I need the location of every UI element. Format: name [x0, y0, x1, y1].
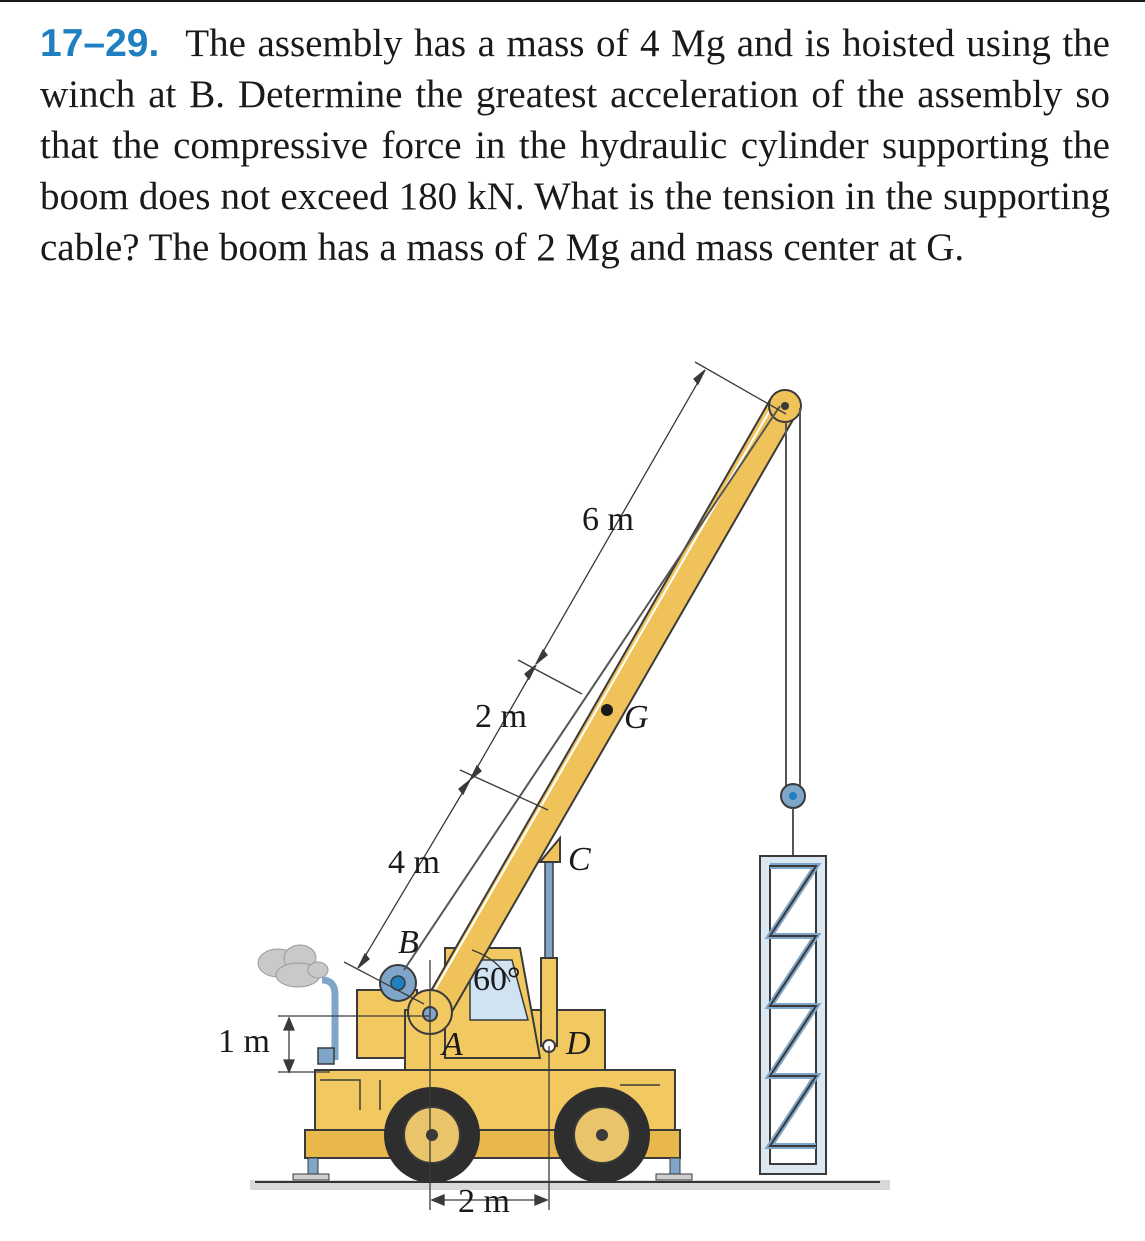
- outrigger-left-pad: [293, 1174, 329, 1180]
- boom-head-pin: [781, 402, 789, 410]
- outrigger-right: [670, 1158, 680, 1174]
- cable-winch-to-head: [404, 406, 780, 970]
- hoisted-assembly: [760, 856, 826, 1174]
- hydraulic-cylinder-barrel: [541, 958, 557, 1046]
- wheel-front: [554, 1087, 650, 1183]
- pulley-pin: [789, 792, 797, 800]
- hydraulic-cylinder-rod: [545, 862, 553, 962]
- dim-2m-boom-label: 2 m: [475, 698, 527, 735]
- wheel-rear: [384, 1087, 480, 1183]
- mass-center-g: [601, 704, 613, 716]
- dim-1m-label: 1 m: [218, 1023, 270, 1060]
- dim-2m-base-label: 2 m: [458, 1183, 510, 1220]
- exhaust-smoke: [258, 945, 328, 987]
- problem-text: The assembly has a mass of 4 Mg and is hoisted using the winch at B. Determine the greatest acceleration of the assembly so that the compressive force in the hydraulic cylinder supporting the boom does not exceed 180 kN. What is the tension in the supporting cable? The boom has a mass of 2 Mg and mass center at G.: [40, 22, 1110, 269]
- dim-4m-label: 4 m: [388, 844, 440, 881]
- angle-label: 60°: [473, 961, 521, 998]
- point-b-label: B: [398, 924, 419, 961]
- point-c-label: C: [568, 841, 591, 878]
- point-a-label: A: [442, 1026, 463, 1063]
- problem-number: 17–29.: [40, 22, 160, 65]
- dim-6m-label: 6 m: [582, 501, 634, 538]
- point-g-label: G: [624, 699, 649, 736]
- outrigger-left: [308, 1158, 318, 1174]
- exhaust-base: [318, 1048, 334, 1064]
- point-d-label: D: [566, 1025, 591, 1062]
- outrigger-right-pad: [656, 1174, 692, 1180]
